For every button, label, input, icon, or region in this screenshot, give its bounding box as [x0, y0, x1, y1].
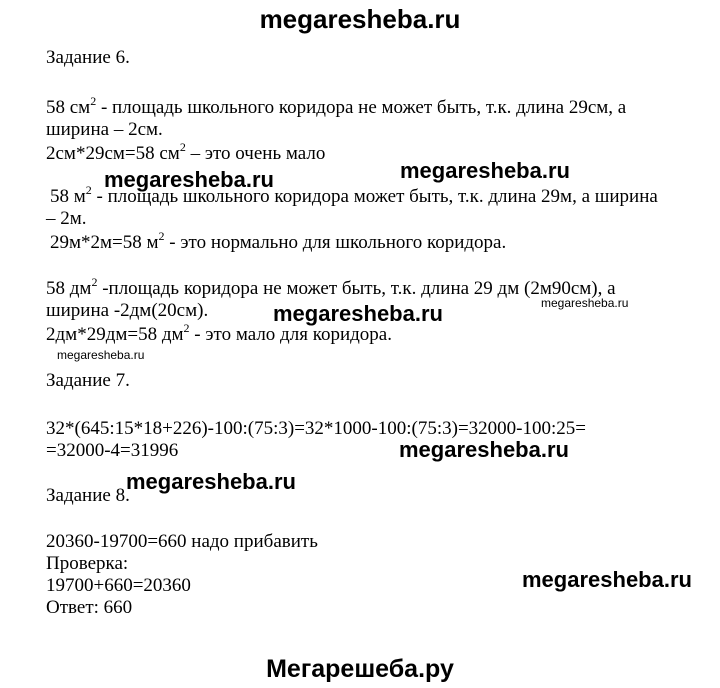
task6-p2-calc: 29м*2м=58 $м^2$ - это нормально для школьного коридора. — [50, 229, 507, 253]
task8-title: Задание 8. — [46, 485, 130, 506]
watermark-2: megaresheba.ru — [400, 158, 570, 183]
task6-p2-line1: 58 $м^2$ - площадь школьного коридора может быть, т.к. длина 29м, а ширина — [50, 183, 658, 207]
watermark-3: megaresheba.ru — [273, 301, 443, 326]
task7-title: Задание 7. — [46, 370, 130, 391]
task8-line4: Ответ: 660 — [46, 597, 133, 618]
task8-line3: 19700+660=20360 — [46, 575, 191, 596]
task8-line1: 20360-19700=660 надо прибавить — [46, 531, 318, 552]
task6-title: Задание 6. — [46, 47, 130, 68]
task7-line2: =32000-4=31996 — [46, 440, 179, 461]
watermark-5: megaresheba.ru — [126, 469, 296, 494]
task6-p3-calc: 2дм*29дм=58 $дм^2$ - это мало для коридора. — [46, 321, 392, 345]
footer-site-title: Мегарешеба.ру — [266, 655, 454, 683]
watermark-6: megaresheba.ru — [522, 567, 692, 592]
watermark-small-1: megaresheba.ru — [541, 296, 629, 310]
watermark-1: megaresheba.ru — [104, 167, 274, 192]
task6-p3-line1: 58 $дм^2$ -площадь коридора не может быть, т.к. длина 29 дм (2м90см), а — [46, 275, 616, 299]
header-site-title: megaresheba.ru — [259, 4, 461, 34]
task6-p1-calc: 2см*29см=58 $см^2$ – это очень мало — [46, 140, 326, 164]
task6-p1-line1: 58 $см^2$ - площадь школьного коридора не может быть, т.к. длина 29см, а — [46, 94, 627, 118]
watermark-small-2: megaresheba.ru — [57, 348, 145, 362]
task8-line2: Проверка: — [46, 553, 129, 574]
task6-p1-line2: ширина – 2см. — [46, 119, 163, 140]
task7-line1: 32*(645:15*18+226)-100:(75:3)=32*1000-100:(75:3)=32000-100:25= — [46, 418, 586, 439]
task6-p3-line2: ширина -2дм(20см). — [46, 300, 209, 321]
watermark-4: megaresheba.ru — [399, 437, 569, 462]
task6-p2-line2: – 2м. — [46, 208, 87, 229]
